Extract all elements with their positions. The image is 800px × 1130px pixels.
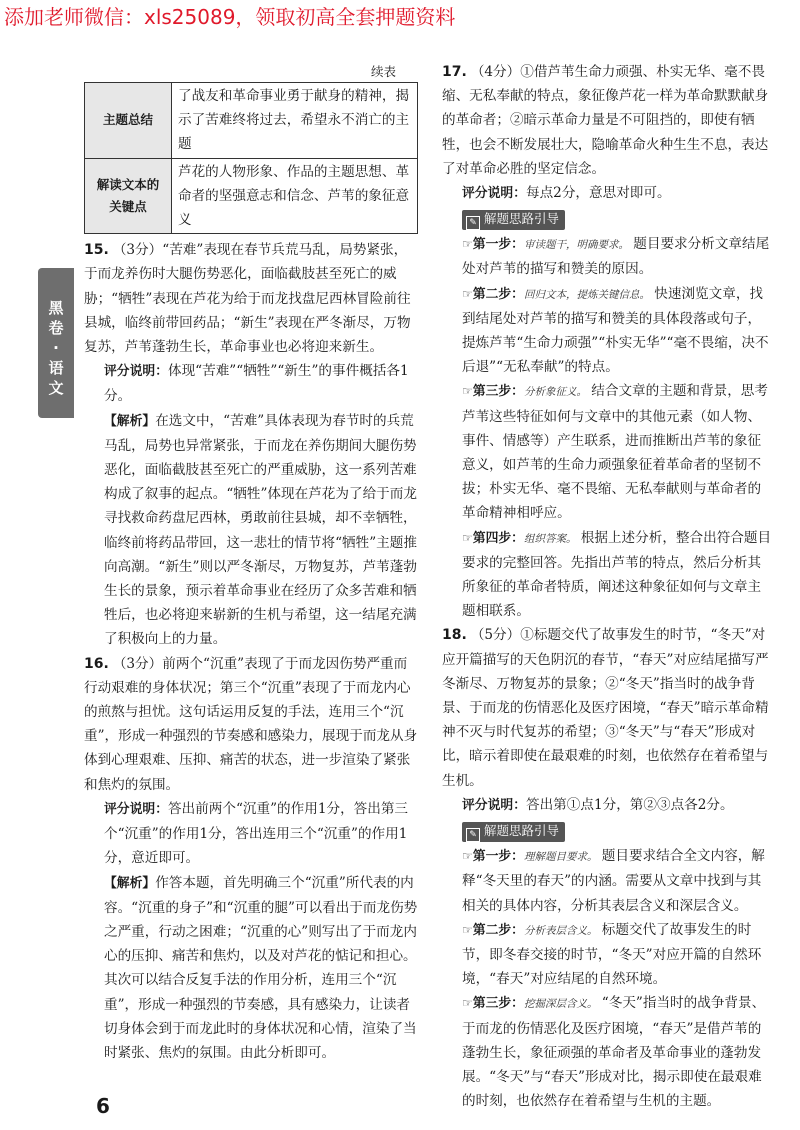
step-label: 第二步： — [472, 286, 524, 302]
hand-icon: ☞ — [462, 530, 473, 545]
pencil-icon: ✎ — [466, 828, 480, 842]
step-text: 结合文章的主题和背景，思考芦苇这些特征如何与文章中的其他元素（如人物、事件、情感等）产生联系，进而推断出芦苇的象征意义，如芦苇的生命力顽强象征着革命者的坚韧不拔；朴实无华、毫不畏缩、无私奉献则与革命者的革命精神相呼应。 — [462, 383, 768, 522]
scoring-text: 答出前两个“沉重”的作用1分，答出第三个“沉重”的作用1分，答出连用三个“沉重”的作用1分，意近即可。 — [104, 800, 409, 867]
step — [442, 918, 772, 992]
step-label: 第三步： — [472, 996, 524, 1012]
question-18 — [442, 623, 772, 1113]
scoring-text: 体现“苦难”“牺牲”“新生”的事件概括各1分。 — [104, 363, 409, 405]
page-number: 6 — [96, 1094, 110, 1118]
left-column — [84, 62, 418, 1065]
side-tab-char: 黑 — [48, 299, 64, 317]
step-hint: 回归文本，提炼关键信息。 — [523, 288, 650, 301]
step-label: 第二步： — [472, 922, 524, 938]
question-number: 17. — [442, 64, 467, 80]
scoring-label: 评分说明： — [462, 797, 526, 813]
step-text: “冬天”指当时的战争背景、于而龙的伤情恶化及医疗困境，“春天”是借芦苇的蓬勃生长，象征顽强的革命者及革命事业的蓬勃发展。“冬天”与“春天”形成对比，揭示即使在最艰难的时刻，也依然存在着希望与生机的主题。 — [462, 995, 766, 1110]
step-label: 第四步： — [472, 530, 524, 546]
table-value: 芦花的人物形象、作品的主题思想、革命者的坚强意志和信念、芦苇的象征意义 — [172, 158, 418, 234]
answer-text: （4分）①借芦苇生命力顽强、朴实无华、毫不畏缩、无私奉献的特点，象征像芦花一样为革命默默献身的革命者；②暗示革命力量是不可阻挡的，即使有牺牲，也会不断发展壮大，隐喻革命火种生生不息，表达了对革命必胜的坚定信念。 — [442, 64, 769, 177]
side-tab — [38, 268, 74, 418]
table-row — [85, 158, 418, 234]
header-banner: 添加老师微信：xls25089，领取初高全套押题资料 — [4, 5, 456, 29]
hand-icon: ☞ — [462, 996, 473, 1011]
guide-label: 解题思路引导 — [484, 823, 560, 839]
guide-label: 解题思路引导 — [484, 211, 560, 227]
table-row — [85, 83, 418, 159]
step-text: 题目要求结合全文内容，解释“冬天里的春天”的内涵。需要从文章中找到与其相关的具体内容，分析其表层含义和深层含义。 — [462, 848, 765, 914]
step — [442, 991, 772, 1113]
step — [442, 232, 772, 281]
analysis-label: 【解析】 — [104, 413, 156, 429]
pencil-icon: ✎ — [466, 216, 480, 230]
step-text: 根据上述分析，整合出符合题目要求的完整回答。先指出芦苇的特点，然后分析其所象征的革命者特质，阐述这种象征如何与文章主题相联系。 — [462, 529, 772, 620]
step-hint: 理解题目要求。 — [523, 851, 598, 864]
scoring-text: 每点2分，意思对即可。 — [525, 185, 671, 202]
analysis-label: 【解析】 — [104, 875, 156, 891]
table-key: 解读文本的关键点 — [85, 158, 172, 234]
guide-badge — [462, 210, 565, 230]
step-text: 标题交代了故事发生的时节，即冬春交接的时节，“冬天”对应开篇的自然环境，“春天”对应结尾的自然环境。 — [462, 921, 762, 988]
hand-icon: ☞ — [462, 922, 473, 937]
scoring-label: 评分说明： — [462, 186, 526, 202]
step-hint: 审读题干，明确要求。 — [523, 239, 629, 252]
step-label: 第一步： — [472, 849, 524, 865]
side-tab-char: 语 — [48, 359, 64, 377]
scoring-label: 评分说明： — [104, 364, 168, 380]
step-text: 快速浏览文章，找到结尾处对芦苇的描写和赞美的具体段落或句子，提炼芦苇“生命力顽强”“朴实无华”“毫不畏缩，决不后退”“无私奉献”的特点。 — [462, 285, 769, 376]
side-tab-char: 文 — [48, 379, 64, 397]
side-tab-char: · — [53, 339, 59, 357]
question-17 — [442, 60, 772, 623]
step — [442, 379, 772, 525]
step-hint: 组织答案。 — [523, 532, 577, 545]
hand-icon: ☞ — [462, 286, 473, 301]
scoring-text: 答出第①点1分，第②③点各2分。 — [525, 796, 734, 813]
side-tab-char: 卷 — [48, 319, 64, 337]
table-value: 了战友和革命事业勇于献身的精神，揭示了苦难终将过去，希望永不消亡的主题 — [172, 83, 418, 159]
answer-text: （3分）前两个“沉重”表现了于而龙因伤势严重而行动艰难的身体状况；第三个“沉重”表现了于而龙内心的煎熬与担忧。这句话运用反复的手法，连用三个“沉重”，形成一种强烈的节奏感和感染力，展现于而龙从身体到心理艰难、压抑、痛苦的状态，进一步渲染了紧张和焦灼的氛围。 — [84, 655, 418, 793]
question-16 — [84, 652, 418, 1065]
table-caption: 续表 — [370, 64, 396, 79]
step — [442, 844, 772, 918]
question-15 — [84, 238, 418, 651]
hand-icon: ☞ — [462, 849, 473, 864]
step-hint: 挖掘深层含义。 — [523, 998, 598, 1011]
analysis-text: 在选文中，“苦难”具体表现为春节时的兵荒马乱，局势也异常紧张，于而龙在养伤期间大腿伤势恶化，面临截肢甚至死亡的严重威胁，这一系列苦难构成了叙事的起点。“牺牲”体现在芦花为了给于而龙寻找救命药盘尼西林，勇敢前往县城，却不幸牺牲，临终前将药品带回，这一悲壮的情节将“牺牲”主题推向高潮。“新生”则以严冬渐尽，万物复苏，芦苇蓬勃生长的景象，预示着革命事业在经历了众多苦难和牺牲后，也必将迎来崭新的生机与希望，这一结尾充满了积极向上的力量。 — [104, 412, 417, 648]
step-hint: 分析象征义。 — [523, 386, 587, 399]
hand-icon: ☞ — [462, 237, 473, 252]
step-label: 第三步： — [472, 384, 524, 400]
step-text: 题目要求分析文章结尾处对芦苇的描写和赞美的原因。 — [462, 236, 770, 278]
hand-icon: ☞ — [462, 384, 473, 399]
step-label: 第一步： — [472, 237, 524, 253]
guide-badge — [462, 822, 565, 842]
analysis-text: 作答本题，首先明确三个“沉重”所代表的内容。“沉重的身子”和“沉重的腿”可以看出于而龙伤势之严重，行动之困难；“沉重的心”则写出了于而龙内心的压抑、痛苦和焦灼，以及对芦花的惦记和担心。其次可以结合反复手法的作用分析，连用三个“沉重”，形成一种强烈的节奏感，具有感染力，让读者切身体会到于而龙此时的身体状况和心情，渲染了当时紧张、焦灼的氛围。由此分析即可。 — [104, 874, 418, 1061]
scoring-label: 评分说明： — [104, 801, 168, 817]
answer-text: （5分）①标题交代了故事发生的时节，“冬天”对应开篇描写的天色阴沉的春节，“春天”对应结尾描写严冬渐尽、万物复苏的景象；②“冬天”指当时的战争背景、于而龙的伤情恶化及医疗困境，“春天”暗示革命精神不灭与时代复苏的希望；③“冬天”与“春天”形成对比，暗示着即使在最艰难的时刻，也依然存在着希望与生机。 — [442, 627, 769, 789]
side-tab-label — [38, 298, 74, 398]
step — [442, 526, 772, 624]
step — [442, 282, 772, 380]
question-number: 16. — [84, 655, 109, 672]
table-key: 主题总结 — [85, 83, 172, 159]
answer-text: （3分）“苦难”表现在春节兵荒马乱，局势紧张，于而龙养伤时大腿伤势恶化，面临截肢甚至死亡的威胁；“牺牲”表现在芦花为给于而龙找盘尼西林冒险前往县城，临终前带回药品；“新生”表现在严冬渐尽，万物复苏，芦苇蓬勃生长，革命事业也必将迎来新生。 — [84, 242, 411, 356]
continued-table — [84, 82, 418, 234]
step-hint: 分析表层含义。 — [523, 924, 598, 937]
question-number: 18. — [442, 627, 467, 644]
question-number: 15. — [84, 242, 109, 259]
right-column — [442, 60, 772, 1113]
